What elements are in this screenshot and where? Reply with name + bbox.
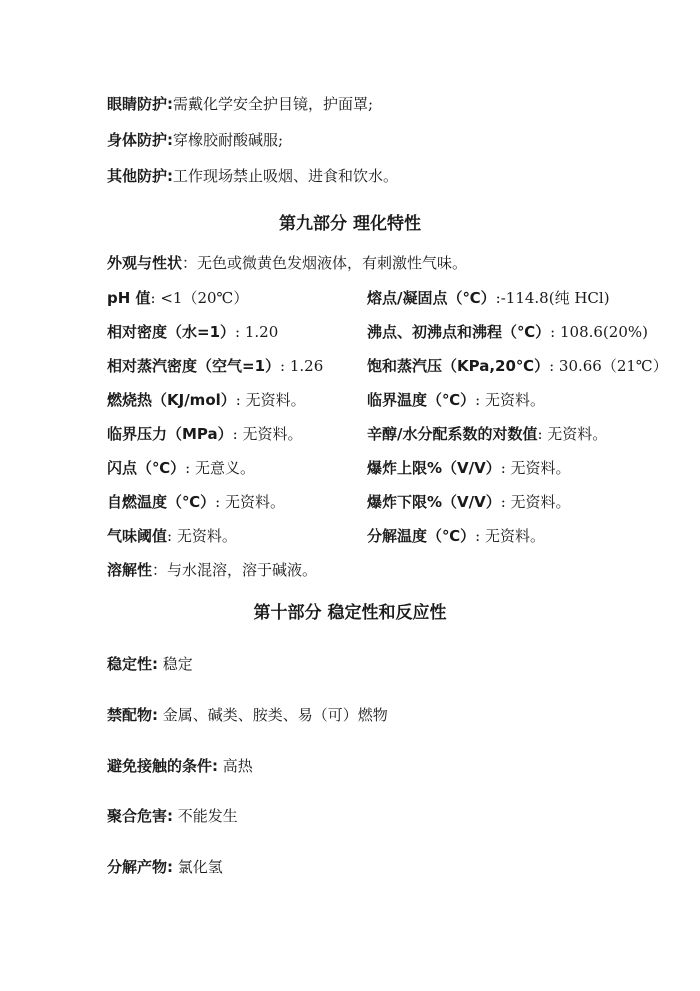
other-protection-line [107,166,398,186]
property-row [107,356,667,376]
property-label: 临界压力（MPa） [107,425,233,443]
polymerization-hazard-label: 聚合危害: [107,807,173,825]
property-label: pH 值 [107,289,151,307]
property-label: 饱和蒸汽压（KPa,20℃） [367,357,550,375]
polymerization-hazard-line [107,806,238,826]
conditions-to-avoid-value: 高热 [218,757,253,775]
body-protection-line [107,130,283,150]
property-label: 自燃温度（℃） [107,493,216,511]
eye-protection-line [107,94,373,114]
property-label: 爆炸下限%（V/V） [367,493,501,511]
property-label: 沸点、初沸点和沸程（℃） [367,323,551,341]
body-protection-label: 身体防护: [107,131,173,149]
property-value: :-114.8(纯 HCl) [495,289,610,307]
property-label: 燃烧热（KJ/mol） [107,391,236,409]
property-row [107,390,667,410]
decomposition-products-label: 分解产物: [107,858,173,876]
other-protection-value: 工作现场禁止吸烟、进食和饮水。 [173,167,399,185]
property-label: 相对密度（水=1） [107,323,236,341]
property-value: : 无资料。 [215,493,285,511]
conditions-to-avoid-line [107,756,253,776]
property-value: : 无资料。 [475,527,545,545]
property-row [107,526,667,546]
stability-label: 稳定性: [107,655,158,673]
solubility-line [107,560,317,580]
property-label: 临界温度（℃） [367,391,476,409]
appearance-value: ：无色或微黄色发烟液体，有刺激性气味。 [182,254,468,272]
property-label: 分解温度（℃） [367,527,476,545]
property-value: : 无资料。 [475,391,545,409]
body-protection-value: 穿橡胶耐酸碱服; [173,131,284,149]
property-label: 辛醇/水分配系数的对数值 [367,425,538,443]
property-label: 气味阈值 [107,527,168,545]
property-label: 相对蒸汽密度（空气=1） [107,357,281,375]
property-value: : 无资料。 [500,493,571,511]
property-label: 爆炸上限%（V/V） [367,459,501,477]
property-label: 熔点/凝固点（℃） [367,289,496,307]
eye-protection-label: 眼睛防护: [107,95,173,113]
property-row [107,458,667,478]
property-row [107,322,667,342]
eye-protection-value: 需戴化学安全护目镜，护面罩; [173,95,374,113]
property-value: : 无资料。 [232,425,303,443]
property-row [107,288,667,308]
property-value: : 无资料。 [167,527,237,545]
solubility-label: 溶解性 [107,561,153,579]
section10-title: 第十部分 稳定性和反应性 [253,603,447,623]
decomposition-products-value: 氯化氢 [173,858,223,876]
property-value: : 无资料。 [235,391,306,409]
appearance-label: 外观与性状 [107,254,183,272]
solubility-value: ：与水混溶，溶于碱液。 [152,561,318,579]
property-row [107,492,667,512]
property-row [107,424,667,444]
property-value: : 1.20 [235,323,279,341]
property-value: : 无意义。 [185,459,255,477]
property-value: : 无资料。 [500,459,571,477]
incompatible-materials-value: 金属、碱类、胺类、易（可）燃物 [158,706,388,724]
property-value: : 30.66（21℃） [549,357,668,375]
decomposition-products-line [107,857,223,877]
property-value: : 108.6(20%) [550,323,648,341]
property-value: : <1（20℃） [150,289,249,307]
polymerization-hazard-value: 不能发生 [173,807,238,825]
incompatible-materials-line [107,705,388,725]
stability-line [107,654,193,674]
property-label: 闪点（℃） [107,459,186,477]
section9-title: 第九部分 理化特性 [279,214,421,234]
stability-value: 稳定 [158,655,193,673]
conditions-to-avoid-label: 避免接触的条件: [107,757,218,775]
other-protection-label: 其他防护: [107,167,173,185]
property-value: : 1.26 [280,357,324,375]
incompatible-materials-label: 禁配物: [107,706,158,724]
appearance-line [107,253,467,273]
property-value: : 无资料。 [537,425,608,443]
